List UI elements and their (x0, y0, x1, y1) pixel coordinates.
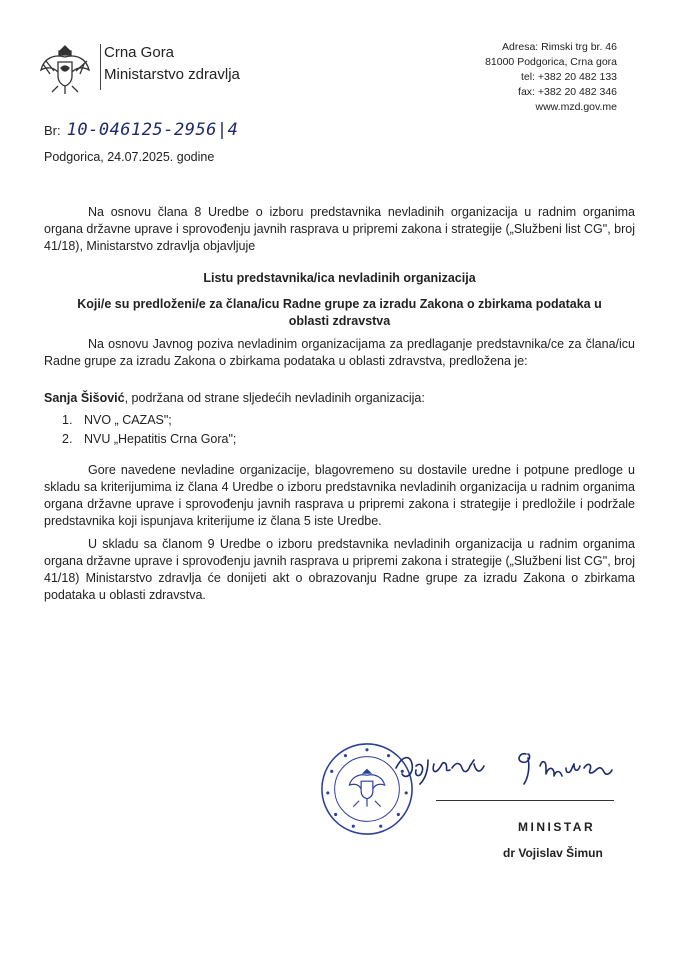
header-divider (100, 44, 101, 90)
signatory-title: MINISTAR (518, 820, 596, 834)
contact-block (485, 40, 617, 115)
signature-line (436, 800, 614, 801)
reference-number (44, 120, 238, 140)
list-item (62, 411, 236, 430)
intro-paragraph: Na osnovu člana 8 Uredbe o izboru predstavnika nevladinih organizacija u radnim organima organa državne uprave i sprovođenju javnih rasprava u pripremi zakona i strategije („Službeni list CG", broj 41/18), Ministarstvo zdravlja objavljuje (44, 205, 635, 253)
handwritten-signature (392, 746, 632, 792)
decision-paragraph: U skladu sa članom 9 Uredbe o izboru predstavnika nevladinih organizacija u radnim organima organa državne uprave i sprovođenju javnih rasprava u pripremi zakona i strategije („Službeni list CG", broj 41/18) Ministarstvo zdravlja će donijeti akt o obrazovanju Radne grupe za izradu Zakona o zbirkama podataka u oblasti zdravstva. (44, 537, 635, 602)
ministry-department: Ministarstvo zdravlja (104, 66, 240, 83)
ministry-name (104, 42, 240, 86)
reference-handwritten: 10-046125-2956|4 (66, 120, 239, 140)
signatory-name: dr Vojislav Šimun (503, 846, 603, 860)
candidate-name: Sanja Šišović (44, 391, 125, 405)
organization-name: NVO „ CAZAS"; (84, 413, 172, 427)
website-link[interactable]: www.mzd.gov.me (535, 101, 617, 113)
call-paragraph: Na osnovu Javnog poziva nevladinim organizacijama za predlaganje predstavnika/ce za člana/icu Radne grupe za izradu Zakona o zbirkama podataka u oblasti zdravstva, predložena je: (44, 337, 635, 368)
phone: tel: +382 20 482 133 (520, 71, 617, 83)
address-line-1: Adresa: Rimski trg br. 46 (502, 41, 617, 53)
reference-label: Br: (44, 123, 61, 138)
criteria-paragraph: Gore navedene nevladine organizacije, blagovremeno su dostavile uredne i potpune predloge u skladu sa kriterijumima iz člana 4 Uredbe o izboru predstavnika nevladinih organizacija u radnim organima organa državne uprave i sprovođenju javnih rasprava u pripremi zakona i strategije i predložile i podržale predstavnika koji ispunjava kriterijume iz člana 5 iste Uredbe. (44, 463, 635, 528)
ministry-country: Crna Gora (104, 44, 175, 61)
coat-of-arms-icon (36, 40, 94, 98)
candidate-line (44, 390, 635, 407)
list-number: 2. (62, 432, 73, 446)
address-line-2: 81000 Podgorica, Crna gora (485, 56, 617, 68)
document-subtitle: Koji/e su predloženi/e za člana/icu Radne grupe za izradu Zakona o zbirkama podataka u oblasti zdravstva (77, 297, 602, 328)
list-number: 1. (62, 413, 73, 427)
organization-name: NVU „Hepatitis Crna Gora"; (84, 432, 237, 446)
candidate-support: , podržana od strane sljedećih nevladinih organizacija: (124, 391, 425, 405)
place-date: Podgorica, 24.07.2025. godine (44, 150, 215, 164)
organization-list (62, 411, 236, 449)
document-title: Listu predstavnika/ica nevladinih organizacija (203, 271, 476, 285)
list-item (62, 430, 236, 449)
fax: fax: +382 20 482 346 (518, 86, 617, 98)
